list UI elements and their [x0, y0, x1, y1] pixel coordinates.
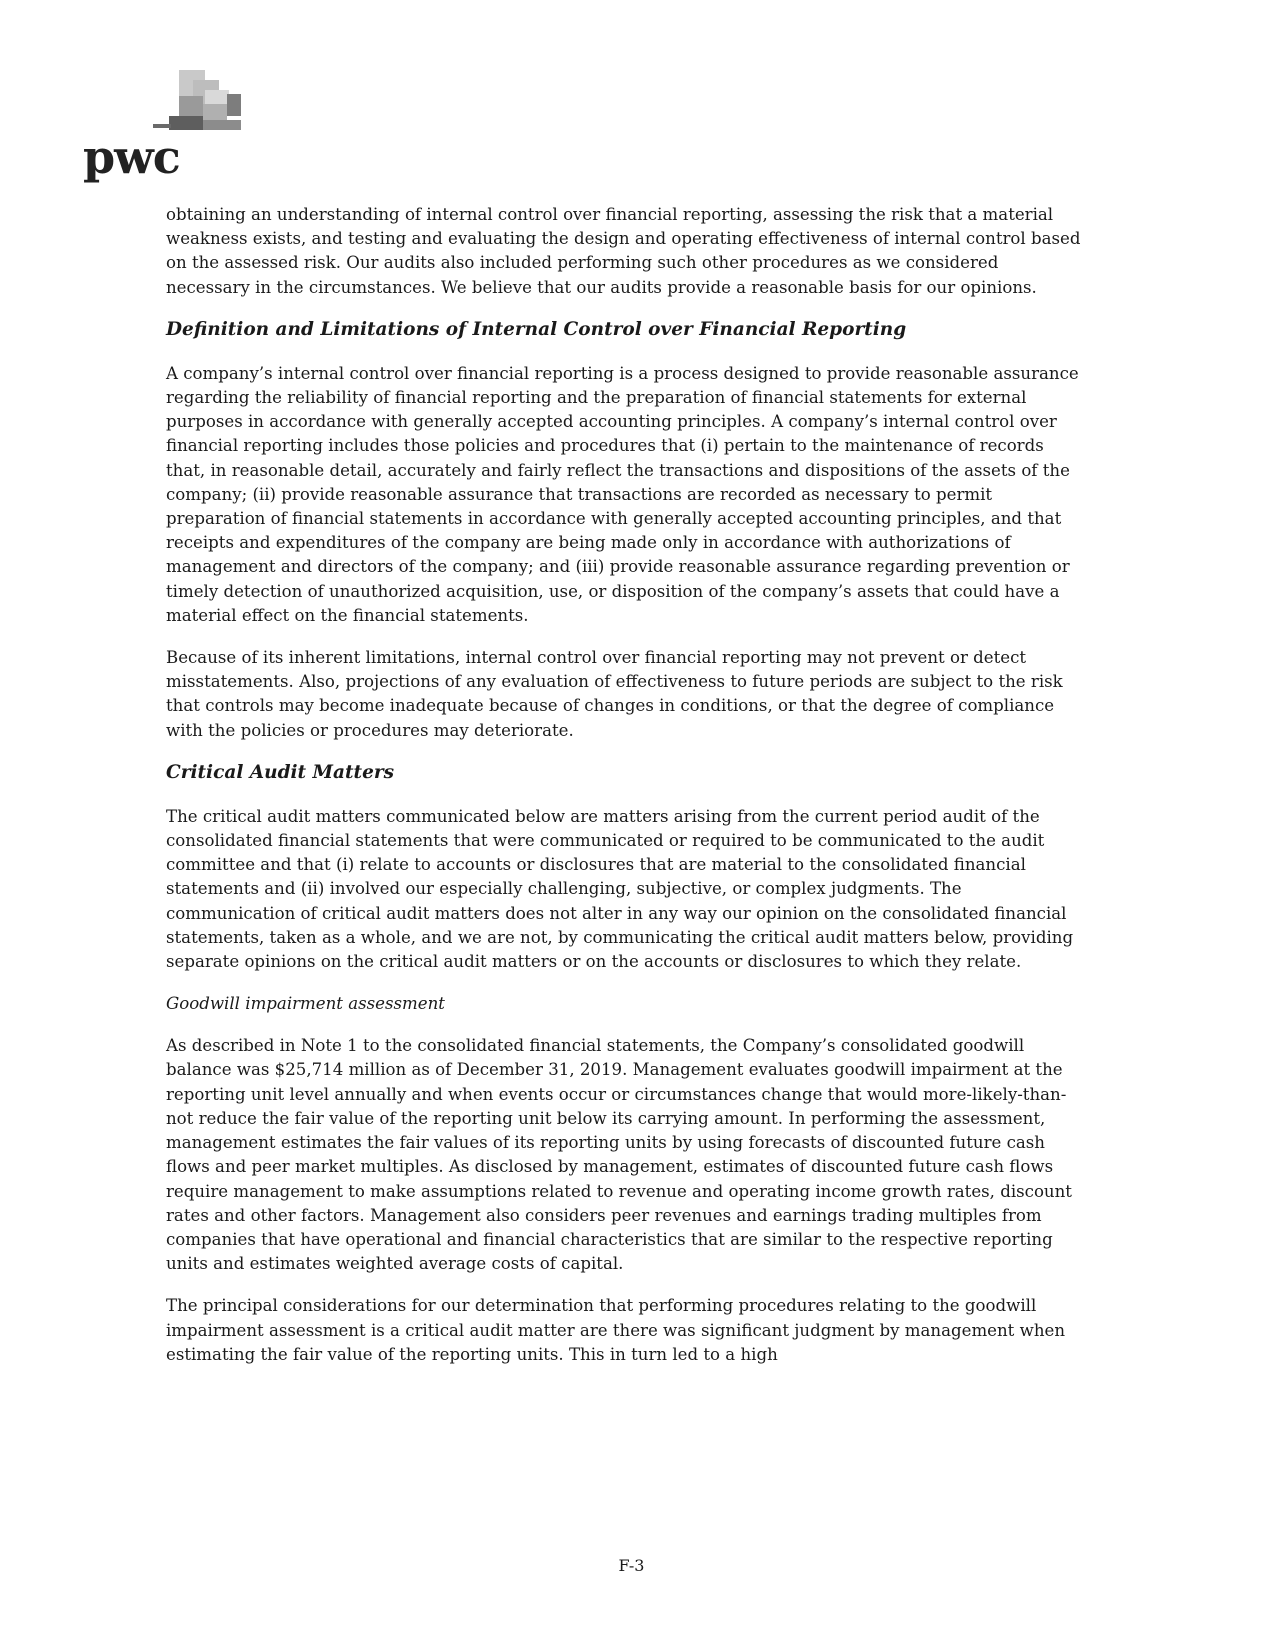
paragraph-goodwill-2: The principal considerations for our determination that performing procedures relating to the goodwill impairment assessment is a critical audit matter are there was significant judgment by management when estimating the fair value of the reporting units. This in turn led to a high [166, 1296, 1066, 1364]
section-heading-definition: Definition and Limitations of Internal Control over Financial Reporting [166, 318, 907, 340]
pwc-logo [83, 66, 243, 186]
section-heading-critical-audit-matters: Critical Audit Matters [166, 761, 395, 783]
subheading-goodwill: Goodwill impairment assessment [166, 994, 445, 1014]
paragraph-critical-audit-matters: The critical audit matters communicated below are matters arising from the current period audit of the consolidated financial statements that were communicated or required to be communicated to the audit committee and that (i) relate to accounts or disclosures that are material to the consolidated financial statements and (ii) involved our especially challenging, subjective, or complex judgments. The communication of critical audit matters does not alter in any way our opinion on the consolidated financial statements, taken as a whole, and we are not, by communicating the critical audit matters below, providing separate opinions on the critical audit matters or on the accounts or disclosures to which they relate. [166, 806, 1074, 972]
paragraph-definition-1: A company’s internal control over financial reporting is a process designed to provide reasonable assurance regarding the reliability of financial reporting and the preparation of financial statements for external purposes in accordance with generally accepted accounting principles. A company’s internal control over financial reporting includes those policies and procedures that (i) pertain to the maintenance of records that, in reasonable detail, accurately and fairly reflect the transactions and dispositions of the assets of the company; (ii) provide reasonable assurance that transactions are recorded as necessary to permit preparation of financial statements in accordance with generally accepted accounting principles, and that receipts and expenditures of the company are being made only in accordance with authorizations of management and directors of the company; and (iii) provide reasonable assurance regarding prevention or timely detection of unauthorized acquisition, use, or disposition of the company’s assets that could have a material effect on the financial statements. [166, 363, 1079, 625]
page-number: F-3 [618, 1556, 645, 1575]
paragraph-goodwill-1: As described in Note 1 to the consolidated financial statements, the Company’s consolidated goodwill balance was $25,714 million as of December 31, 2019. Management evaluates goodwill impairment at the reporting unit level annually and when events occur or circumstances change that would more-likely-than-not reduce the fair value of the reporting unit below its carrying amount. In performing the assessment, management estimates the fair values of its reporting units by using forecasts of discounted future cash flows and peer market multiples. As disclosed by management, estimates of discounted future cash flows require management to make assumptions related to revenue and operating income growth rates, discount rates and other factors. Management also considers peer revenues and earnings trading multiples from companies that have operational and financial characteristics that are similar to the respective reporting units and estimates weighted average costs of capital. [166, 1036, 1072, 1274]
document-body [166, 203, 1086, 1385]
paragraph-definition-2: Because of its inherent limitations, internal control over financial reporting may not prevent or detect misstatements. Also, projections of any evaluation of effectiveness to future periods are subject to the risk that controls may become inadequate because of changes in conditions, or that the degree of compliance with the policies or procedures may deteriorate. [166, 648, 1063, 740]
paragraph-intro: obtaining an understanding of internal control over financial reporting, assessing the risk that a material weakness exists, and testing and evaluating the design and operating effectiveness of internal control based on the assessed risk. Our audits also included performing such other procedures as we considered necessary in the circumstances. We believe that our audits provide a reasonable basis for our opinions. [166, 205, 1081, 297]
pwc-wordmark: pwc [83, 130, 180, 184]
